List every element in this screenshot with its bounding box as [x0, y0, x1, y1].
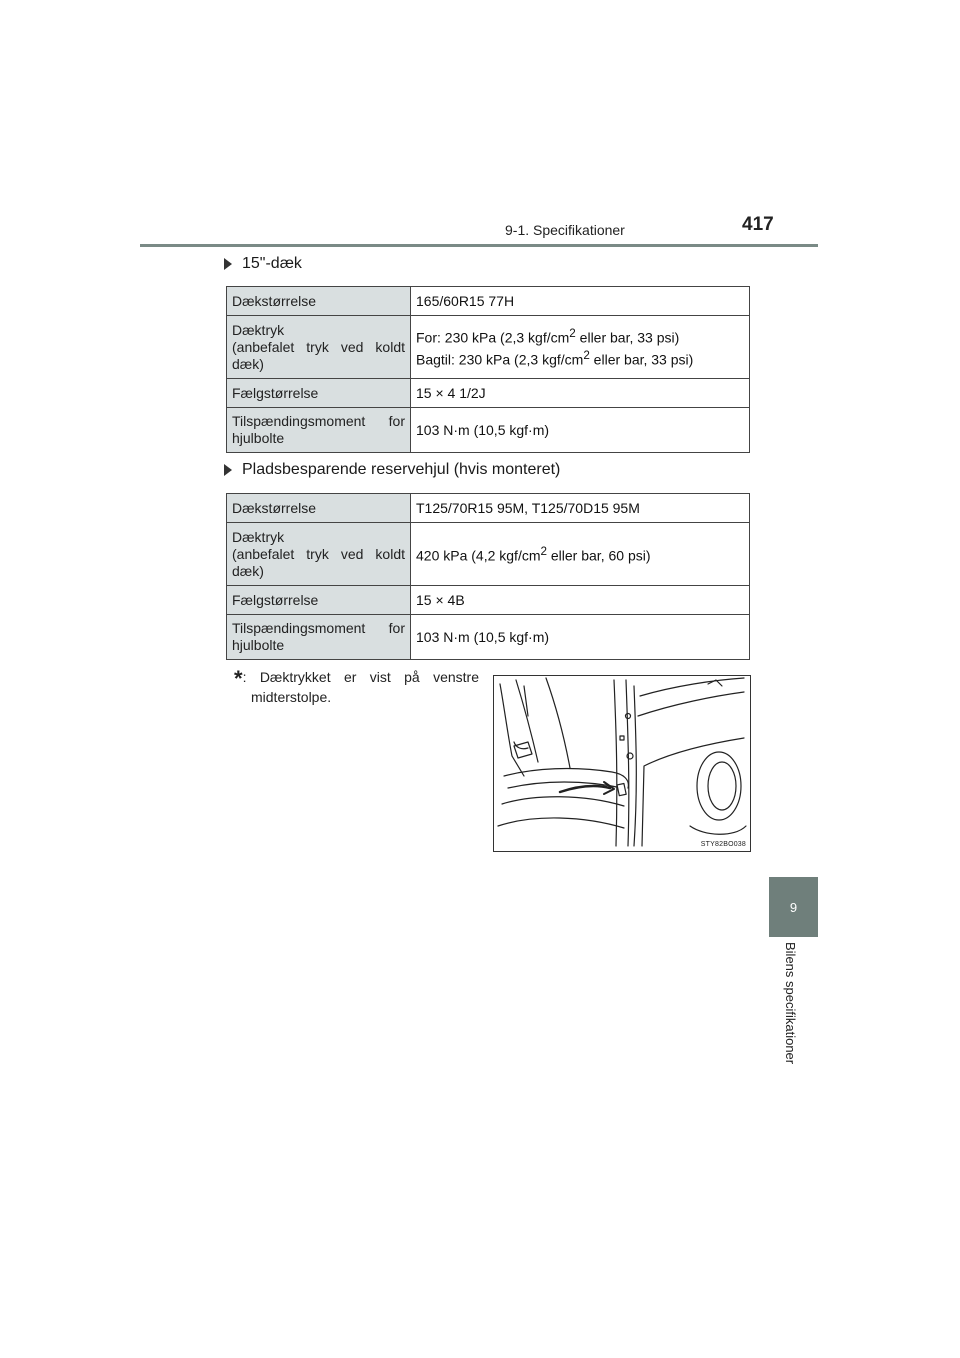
chapter-side-label — [783, 942, 805, 1102]
row-value: 103 N·m (10,5 kgf·m) — [411, 615, 750, 660]
heading-spare-tire — [224, 461, 560, 479]
footnote — [234, 665, 479, 707]
table-row — [227, 287, 750, 316]
row-value: 15 × 4B — [411, 586, 750, 615]
row-label: Tilspændingsmoment for hjulbolte — [227, 615, 411, 660]
footnote-marker: * — [234, 666, 243, 691]
footnote-line-2: midterstolpe. — [251, 689, 332, 705]
row-label: Tilspændingsmoment for hjulbolte — [227, 408, 411, 453]
table-row — [227, 316, 750, 379]
table-row — [227, 523, 750, 586]
table-row — [227, 494, 750, 523]
chapter-number: 9 — [789, 899, 798, 915]
page-number: 417 — [742, 214, 774, 235]
section-title: 9-1. Specifikationer — [505, 222, 625, 238]
row-value: 165/60R15 77H — [411, 287, 750, 316]
chapter-tab — [769, 877, 818, 937]
row-label: Dæktryk (anbefalet tryk ved koldt dæk) — [227, 523, 411, 586]
row-label: Dækstørrelse — [227, 287, 411, 316]
spec-table-15-inch — [226, 286, 750, 453]
row-value: For: 230 kPa (2,3 kgf/$cm^2$ eller bar, 33 psi) Bagtil: 230 kPa (2,3 kgf/$cm^2$ eller bar, 33 psi) — [411, 316, 750, 379]
footnote-line-1: : Dæktrykket er vist på venstre — [242, 669, 479, 685]
table-row — [227, 586, 750, 615]
chapter-title: Bilens specifikationer — [783, 942, 798, 1065]
header-rule — [140, 244, 818, 247]
row-value: 103 N·m (10,5 kgf·m) — [411, 408, 750, 453]
table-row — [227, 379, 750, 408]
row-value: 420 kPa (4,2 kgf/$cm^2$ eller bar, 60 psi) — [411, 523, 750, 586]
illustration-code: STY82BO038 — [700, 841, 746, 848]
triangle-bullet-icon — [224, 464, 232, 476]
heading-text: Pladsbesparende reservehjul (hvis monteret) — [242, 461, 561, 478]
row-label: Dækstørrelse — [227, 494, 411, 523]
triangle-bullet-icon — [224, 258, 232, 270]
heading-text: 15"-dæk — [242, 255, 302, 272]
row-label: Fælgstørrelse — [227, 586, 411, 615]
car-seat-door-drawing — [494, 676, 750, 851]
row-value: T125/70R15 95M, T125/70D15 95M — [411, 494, 750, 523]
row-label: Dæktryk (anbefalet tryk ved koldt dæk) — [227, 316, 411, 379]
table-row — [227, 408, 750, 453]
row-value: 15 × 4 1/2J — [411, 379, 750, 408]
table-row — [227, 615, 750, 660]
heading-15-inch-tire — [224, 255, 302, 273]
spec-table-spare — [226, 493, 750, 660]
row-label: Fælgstørrelse — [227, 379, 411, 408]
door-pillar-illustration — [493, 675, 751, 852]
